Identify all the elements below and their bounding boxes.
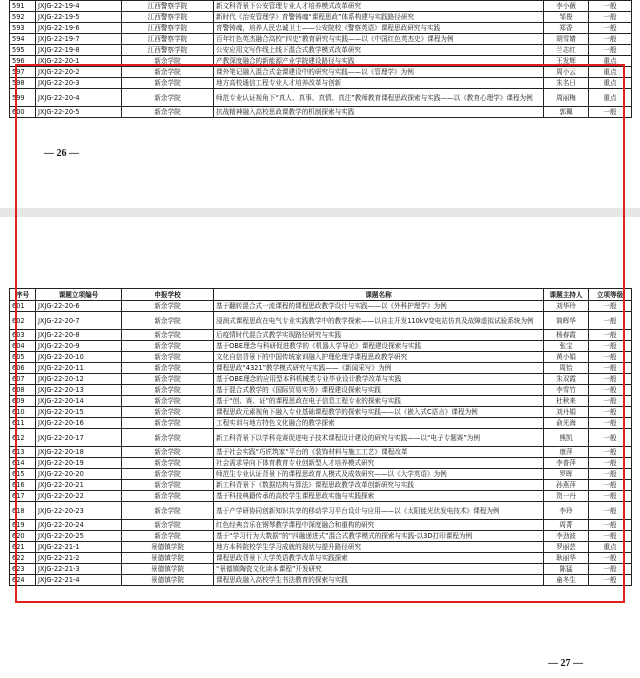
cell-code: JXJG-22-21-3 — [36, 564, 122, 575]
cell-title: 地方本科院校学生学习成就的现状与提升路径研究 — [214, 542, 544, 553]
cell-host: 胡雪婧 — [544, 34, 589, 45]
cell-grade: 一般 — [589, 418, 632, 429]
cell-grade: 一般 — [589, 363, 632, 374]
cell-title: 基于OBE理念与科研促进教学的《机器人学导论》课程建设探索与实践 — [214, 341, 544, 352]
cell-host: 李普萍 — [544, 458, 589, 469]
cell-host: 周怡 — [544, 363, 589, 374]
cell-grade: 一般 — [589, 469, 632, 480]
cell-title: 工程实训与地方特色文化融合的教学探索 — [214, 418, 544, 429]
cell-no: 619 — [10, 520, 36, 531]
cell-grade: 一般 — [589, 1, 632, 12]
cell-no: 618 — [10, 502, 36, 520]
cell-grade: 一般 — [589, 301, 632, 312]
cell-school: 新余学院 — [122, 56, 214, 67]
cell-title: 文化自信背景下的中国传统家训融入护理伦理学课程思政教学研究 — [214, 352, 544, 363]
cell-no: 624 — [10, 575, 36, 586]
table-row — [10, 312, 632, 330]
cell-school: 新余学院 — [122, 385, 214, 396]
cell-grade: 一般 — [589, 312, 632, 330]
cell-grade: 一般 — [589, 531, 632, 542]
cell-school: 新余学院 — [122, 352, 214, 363]
cell-no: 605 — [10, 352, 36, 363]
cell-title: 师范生专业认证背景下的课程思政育人模式及成效研究——以《大学英语》为例 — [214, 469, 544, 480]
cell-school: 新余学院 — [122, 418, 214, 429]
table-row — [10, 363, 632, 374]
cell-code: JXJG-22-20-11 — [36, 363, 122, 374]
cell-school: 江西警察学院 — [122, 45, 214, 56]
cell-code: JXJG-22-20-15 — [36, 407, 122, 418]
cell-host: 周丽梅 — [544, 89, 589, 107]
cell-code: JXJG-22-20-25 — [36, 531, 122, 542]
cell-grade: 一般 — [589, 564, 632, 575]
cell-code: JXJG-22-20-17 — [36, 429, 122, 447]
cell-title: 产教深度融合的新能源产业学院建设路径与实践 — [214, 56, 544, 67]
table-row — [10, 469, 632, 480]
cell-no: 615 — [10, 469, 36, 480]
table-row — [10, 542, 632, 553]
project-table-page-26 — [9, 0, 632, 118]
cell-code: JXJG-22-20-10 — [36, 352, 122, 363]
page-number-27: — 27 — — [548, 658, 583, 669]
cell-school: 新余学院 — [122, 447, 214, 458]
cell-host: 罗丽芸 — [544, 542, 589, 553]
cell-school: 新余学院 — [122, 107, 214, 118]
cell-grade: 一般 — [589, 352, 632, 363]
table-row — [10, 34, 632, 45]
cell-host: 杜秋来 — [544, 396, 589, 407]
cell-no: 613 — [10, 447, 36, 458]
table-row — [10, 352, 632, 363]
cell-host: 杨春霞 — [544, 330, 589, 341]
cell-no: 600 — [10, 107, 36, 118]
cell-host: 童冬生 — [544, 575, 589, 586]
cell-host: 黄小娟 — [544, 352, 589, 363]
cell-code: JXJG-22-20-23 — [36, 502, 122, 520]
cell-school: 新余学院 — [122, 520, 214, 531]
table-row — [10, 553, 632, 564]
cell-no: 609 — [10, 396, 36, 407]
cell-school: 江西警察学院 — [122, 34, 214, 45]
table-row — [10, 23, 632, 34]
cell-code: JXJG-22-21-4 — [36, 575, 122, 586]
cell-school: 新余学院 — [122, 301, 214, 312]
cell-no: 602 — [10, 312, 36, 330]
table-row — [10, 502, 632, 520]
cell-host: 孙燕萍 — [544, 480, 589, 491]
cell-grade: 一般 — [589, 447, 632, 458]
cell-grade: 一般 — [589, 23, 632, 34]
cell-grade: 一般 — [589, 385, 632, 396]
cell-no: 594 — [10, 34, 36, 45]
cell-school: 江西警察学院 — [122, 23, 214, 34]
cell-school: 新余学院 — [122, 491, 214, 502]
cell-no: 607 — [10, 374, 36, 385]
cell-school: 新余学院 — [122, 502, 214, 520]
cell-title: 新文科背景下公安管理专业人才培养模式改革研究 — [214, 1, 544, 12]
header-host: 课题主持人 — [544, 289, 589, 301]
cell-school: 景德镇学院 — [122, 542, 214, 553]
project-table-page-27 — [9, 288, 632, 586]
cell-title: 育警铸魂，培养人民忠诚卫士——公安院校《警察英语》课程思政研究与实践 — [214, 23, 544, 34]
cell-code: JXJG-22-20-12 — [36, 374, 122, 385]
cell-title: 社会需求导向下体育教育专业创新型人才培养模式研究 — [214, 458, 544, 469]
cell-grade: 一般 — [589, 553, 632, 564]
cell-school: 新余学院 — [122, 363, 214, 374]
cell-code: JXJG-22-20-8 — [36, 330, 122, 341]
cell-grade: 一般 — [589, 107, 632, 118]
cell-no: 608 — [10, 385, 36, 396]
cell-title: 抗战精神融入高校思政课教学的机制探索与实践 — [214, 107, 544, 118]
cell-grade: 重点 — [589, 78, 632, 89]
cell-no: 622 — [10, 553, 36, 564]
cell-no: 593 — [10, 23, 36, 34]
cell-grade: 一般 — [589, 12, 632, 23]
cell-host: 兰志红 — [544, 45, 589, 56]
table-row — [10, 12, 632, 23]
cell-host: 耿丽华 — [544, 553, 589, 564]
table-row — [10, 418, 632, 429]
cell-school: 新余学院 — [122, 531, 214, 542]
header-no: 序号 — [10, 289, 36, 301]
cell-school: 江西警察学院 — [122, 1, 214, 12]
cell-host: 王发辉 — [544, 56, 589, 67]
cell-host: 邹俊 — [544, 12, 589, 23]
cell-grade: 一般 — [589, 396, 632, 407]
cell-school: 新余学院 — [122, 89, 214, 107]
cell-code: JXJG-22-20-19 — [36, 458, 122, 469]
header-code: 课题立项编号 — [36, 289, 122, 301]
table-row — [10, 67, 632, 78]
cell-no: 604 — [10, 341, 36, 352]
cell-title: 基于社会实践“巧匠筑家”平台的《装饰材料与施工工艺》课程改革 — [214, 447, 544, 458]
cell-school: 新余学院 — [122, 78, 214, 89]
cell-grade: 一般 — [589, 330, 632, 341]
cell-host: 熊凯 — [544, 429, 589, 447]
cell-code: JXJG-22-20-13 — [36, 385, 122, 396]
cell-code: JXJG-22-20-4 — [36, 89, 122, 107]
table-row — [10, 447, 632, 458]
cell-no: 599 — [10, 89, 36, 107]
table-row — [10, 385, 632, 396]
cell-grade: 重点 — [589, 89, 632, 107]
cell-school: 新余学院 — [122, 341, 214, 352]
cell-grade: 一般 — [589, 491, 632, 502]
table-header-row — [10, 289, 632, 301]
table-row — [10, 520, 632, 531]
table-row — [10, 458, 632, 469]
page-gap — [0, 208, 640, 217]
cell-title: 新工科背景下《数据结构与算法》课程思政教学改革创新研究与实践 — [214, 480, 544, 491]
cell-code: JXJG-22-20-14 — [36, 396, 122, 407]
cell-school: 新余学院 — [122, 480, 214, 491]
cell-host: 周菁 — [544, 520, 589, 531]
cell-grade: 一般 — [589, 480, 632, 491]
cell-title: 课程思政融入高校学生书法教育的探索与实践 — [214, 575, 544, 586]
cell-school: 新余学院 — [122, 312, 214, 330]
table-row — [10, 407, 632, 418]
cell-no: 617 — [10, 491, 36, 502]
cell-host: 郭珮 — [544, 107, 589, 118]
cell-school: 新余学院 — [122, 458, 214, 469]
cell-school: 新余学院 — [122, 469, 214, 480]
cell-code: JXJG-22-21-2 — [36, 553, 122, 564]
cell-title: 浸润式课程思政在电气专业实践教学中的教学探索——以自主开发110kV变电站仿真及故障虚拟试验系统为例 — [214, 312, 544, 330]
cell-code: JXJG-22-20-3 — [36, 78, 122, 89]
cell-no: 610 — [10, 407, 36, 418]
table-row — [10, 564, 632, 575]
cell-code: JXJG-22-20-24 — [36, 520, 122, 531]
table-row — [10, 107, 632, 118]
cell-no: 595 — [10, 45, 36, 56]
cell-title: 基于产学研协同创新知识共享的移动学习平台设计与应用——以《太阳能光伏发电技术》课程为例 — [214, 502, 544, 520]
cell-no: 591 — [10, 1, 36, 12]
cell-grade: 重点 — [589, 56, 632, 67]
cell-code: JXJG-22-20-2 — [36, 67, 122, 78]
cell-grade: 一般 — [589, 34, 632, 45]
cell-title: 基于“创、赛、证”的课程思政在电子信息工程专业的探索与实践 — [214, 396, 544, 407]
cell-title: 新时代《治安管理学》育警铸魂“课程思政”体系构建与实践路径研究 — [214, 12, 544, 23]
cell-code: JXJG-22-19-7 — [36, 34, 122, 45]
cell-title: 师范专业认证视角下“真人、真事、真情、真注”教师教育课程思政探索与实践——以《教育心理学》课程为例 — [214, 89, 544, 107]
cell-host: 刘丹娟 — [544, 407, 589, 418]
cell-title: 地方高校通信工程专业人才培养改革与创新 — [214, 78, 544, 89]
cell-code: JXJG-22-21-1 — [36, 542, 122, 553]
cell-school: 新余学院 — [122, 330, 214, 341]
cell-grade: 重点 — [589, 67, 632, 78]
table-row — [10, 575, 632, 586]
cell-host: 李小薇 — [544, 1, 589, 12]
cell-code: JXJG-22-20-5 — [36, 107, 122, 118]
cell-title: 基于“学习行为大数据”的“四融递进式”混合式教学模式的探索与实践-以3D打印课程为例 — [214, 531, 544, 542]
header-title: 课题名称 — [214, 289, 544, 301]
cell-host: 贺一丹 — [544, 491, 589, 502]
cell-title: 新工科背景下以学科竞赛促进电子技术课程设计建设的研究与实践——以“电子专题赛”为例 — [214, 429, 544, 447]
table-row — [10, 396, 632, 407]
cell-school: 新余学院 — [122, 396, 214, 407]
cell-title: 红色经典音乐在钢琴教学课程中深度融合和重构的研究 — [214, 520, 544, 531]
cell-title: 基于翻转混合式一流课程的课程思政教学设计与实践——以《外科护理学》为例 — [214, 301, 544, 312]
cell-no: 592 — [10, 12, 36, 23]
table-row — [10, 341, 632, 352]
cell-no: 601 — [10, 301, 36, 312]
cell-title: 基于OBE理念的应用型本科机械类专业毕业设计教学改革与实践 — [214, 374, 544, 385]
cell-host: 朱双霞 — [544, 374, 589, 385]
cell-no: 598 — [10, 78, 36, 89]
cell-school: 新余学院 — [122, 407, 214, 418]
cell-code: JXJG-22-20-16 — [36, 418, 122, 429]
cell-host: 张宝 — [544, 341, 589, 352]
cell-code: JXJG-22-19-8 — [36, 45, 122, 56]
cell-title: 公安应用文写作线上线下混合式教学模式改革研究 — [214, 45, 544, 56]
cell-title: 基于科技典籍传承的高校学生课程思政实施与实践探索 — [214, 491, 544, 502]
cell-grade: 一般 — [589, 575, 632, 586]
cell-no: 612 — [10, 429, 36, 447]
cell-host: 康萍 — [544, 447, 589, 458]
table-row — [10, 89, 632, 107]
cell-no: 606 — [10, 363, 36, 374]
cell-grade: 一般 — [589, 374, 632, 385]
page-number-26: — 26 — — [44, 148, 79, 159]
cell-host: 李劲波 — [544, 531, 589, 542]
cell-host: 朱名日 — [544, 78, 589, 89]
cell-grade: 一般 — [589, 502, 632, 520]
cell-title: 课程思政“4321”教学模式研究与实践——《新闻采写》为例 — [214, 363, 544, 374]
cell-host: 俞光海 — [544, 418, 589, 429]
cell-code: JXJG-22-20-7 — [36, 312, 122, 330]
table-row — [10, 78, 632, 89]
cell-code: JXJG-22-20-1 — [36, 56, 122, 67]
cell-title: 课外笔记融入混合式金课建设中的研究与实践——以《管理学》为例 — [214, 67, 544, 78]
cell-host: 李玲 — [544, 502, 589, 520]
table-row — [10, 330, 632, 341]
cell-title: “景德镇陶瓷文化读本课程”开发研究 — [214, 564, 544, 575]
cell-grade: 一般 — [589, 407, 632, 418]
cell-host: 周小云 — [544, 67, 589, 78]
cell-code: JXJG-22-20-9 — [36, 341, 122, 352]
cell-no: 620 — [10, 531, 36, 542]
table-row — [10, 374, 632, 385]
cell-no: 623 — [10, 564, 36, 575]
table-row — [10, 531, 632, 542]
cell-no: 596 — [10, 56, 36, 67]
cell-grade: 一般 — [589, 45, 632, 56]
cell-title: 课程思政元素视角下融入专业基础课程教学的探索与实践——以《嵌入式C语言》课程为例 — [214, 407, 544, 418]
cell-grade: 一般 — [589, 429, 632, 447]
cell-title: 基于混合式教学的《国际贸易实务》课程建设探索与实践 — [214, 385, 544, 396]
cell-school: 新余学院 — [122, 429, 214, 447]
cell-no: 614 — [10, 458, 36, 469]
cell-grade: 重点 — [589, 542, 632, 553]
cell-host: 郑香 — [544, 23, 589, 34]
cell-no: 603 — [10, 330, 36, 341]
cell-host: 罗晖 — [544, 469, 589, 480]
cell-code: JXJG-22-19-5 — [36, 12, 122, 23]
cell-host: 陈猛 — [544, 564, 589, 575]
table-row — [10, 45, 632, 56]
cell-title: 课程思政背景下大学英语教学改革与实践探索 — [214, 553, 544, 564]
table-row — [10, 1, 632, 12]
cell-school: 景德镇学院 — [122, 564, 214, 575]
cell-host: 李雪竹 — [544, 385, 589, 396]
cell-no: 597 — [10, 67, 36, 78]
cell-school: 江西警察学院 — [122, 12, 214, 23]
cell-school: 新余学院 — [122, 67, 214, 78]
table-row — [10, 301, 632, 312]
cell-school: 景德镇学院 — [122, 575, 214, 586]
cell-host: 简晖华 — [544, 312, 589, 330]
cell-code: JXJG-22-20-20 — [36, 469, 122, 480]
cell-school: 新余学院 — [122, 374, 214, 385]
cell-school: 景德镇学院 — [122, 553, 214, 564]
table-row — [10, 480, 632, 491]
cell-code: JXJG-22-20-18 — [36, 447, 122, 458]
cell-grade: 一般 — [589, 341, 632, 352]
cell-host: 刘华玲 — [544, 301, 589, 312]
cell-code: JXJG-22-20-21 — [36, 480, 122, 491]
header-school: 申报学校 — [122, 289, 214, 301]
cell-code: JXJG-22-20-22 — [36, 491, 122, 502]
cell-no: 621 — [10, 542, 36, 553]
cell-no: 616 — [10, 480, 36, 491]
cell-grade: 一般 — [589, 458, 632, 469]
cell-code: JXJG-22-19-6 — [36, 23, 122, 34]
header-grade: 立项等级 — [589, 289, 632, 301]
cell-title: 百年红色英杰融合高校“四史”教育研究与实践——以《中国红色英杰史》课程为例 — [214, 34, 544, 45]
table-row — [10, 56, 632, 67]
cell-title: 后疫情时代混合式教学实现路径研究与实践 — [214, 330, 544, 341]
cell-code: JXJG-22-20-6 — [36, 301, 122, 312]
table-row — [10, 491, 632, 502]
table-row — [10, 429, 632, 447]
cell-code: JXJG-22-19-4 — [36, 1, 122, 12]
cell-grade: 一般 — [589, 520, 632, 531]
cell-no: 611 — [10, 418, 36, 429]
